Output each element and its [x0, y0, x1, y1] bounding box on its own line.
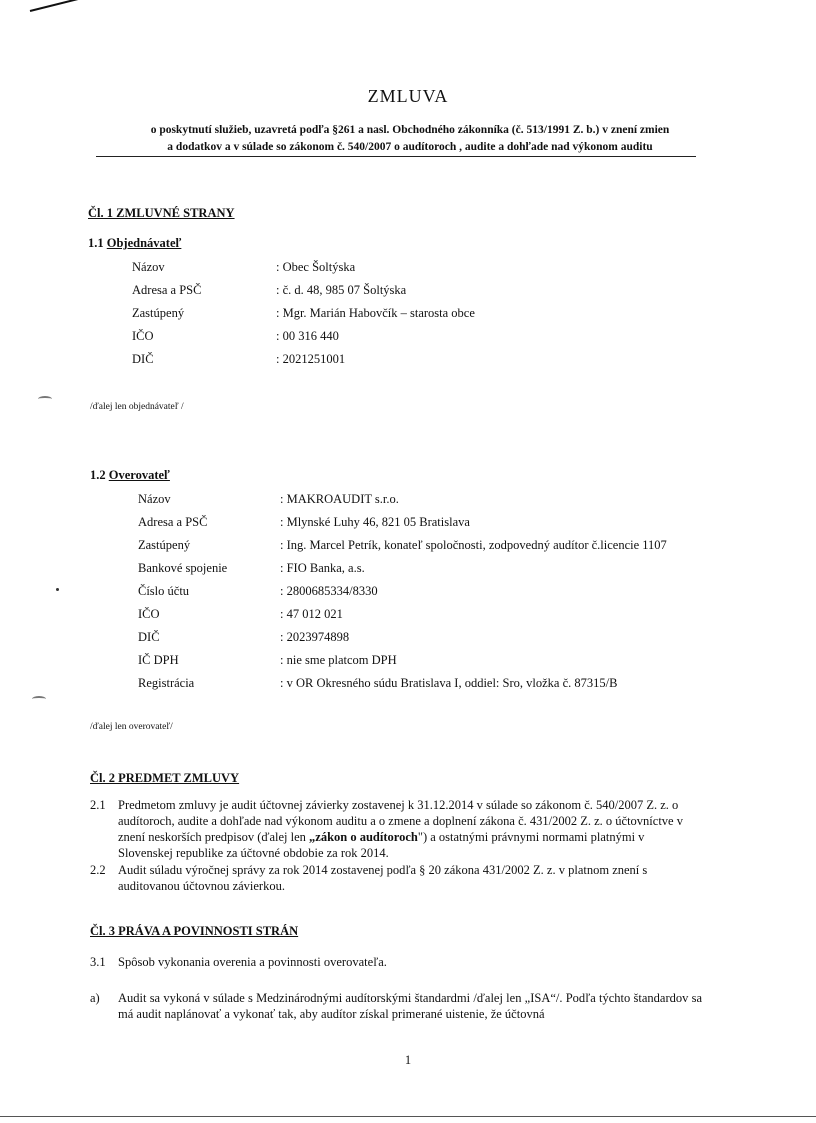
- detail-label: Zastúpený: [138, 538, 191, 552]
- detail-value: : Obec Šoltýska: [276, 260, 356, 274]
- detail-label: DIČ: [132, 352, 154, 366]
- section-2-paragraph: [90, 797, 700, 861]
- detail-label: Registrácia: [138, 676, 195, 690]
- detail-label: Bankové spojenie: [138, 561, 228, 575]
- subsection-number: 1.2: [90, 468, 106, 482]
- detail-value: : Mgr. Marián Habovčík – starosta obce: [276, 306, 475, 320]
- page-number: 1: [404, 1053, 412, 1067]
- section-2-paragraph: [90, 862, 700, 894]
- detail-value: : 2023974898: [280, 630, 350, 644]
- paragraph-text: Audit sa vykoná v súlade s Medzinárodnými audítorskými štandardmi /ďalej len „ISA“/. Podľa týchto štandardov sa má audit naplánovať a vykonať tak, aby audítor získal primerané uistenie, že účtovná: [118, 991, 702, 1021]
- detail-value: : nie sme platcom DPH: [280, 653, 397, 667]
- detail-value: : 2021251001: [276, 352, 346, 366]
- detail-value: : FIO Banka, a.s.: [280, 561, 365, 575]
- orderer-note: /ďalej len objednávateľ /: [90, 402, 184, 412]
- bold-term: „zákon o audítoroch: [309, 830, 418, 844]
- verifier-note: /ďalej len overovateľ/: [90, 722, 173, 732]
- subtitle-line-1: o poskytnutí služieb, uzavretá podľa §261 a nasl. Obchodného zákonníka (č. 513/1991 Z. b.) v znení zmien: [150, 124, 670, 136]
- detail-value: : 2800685334/8330: [280, 584, 378, 598]
- paragraph-number: a): [90, 991, 100, 1005]
- paragraph-text: Spôsob vykonania overenia a povinnosti overovateľa.: [118, 955, 387, 969]
- section-3-heading: Čl. 3 PRÁVA A POVINNOSTI STRÁN: [90, 924, 299, 938]
- detail-label: Adresa a PSČ: [132, 283, 202, 297]
- detail-value: : 00 316 440: [276, 329, 339, 343]
- detail-label: DIČ: [138, 630, 160, 644]
- section-2-heading: Čl. 2 PREDMET ZMLUVY: [90, 771, 240, 785]
- paragraph-text: Audit súladu výročnej správy za rok 2014 zostavenej podľa § 20 zákona 431/2002 Z. z. v platnom znení s auditovanou účtovnou závierkou.: [118, 863, 648, 893]
- detail-value: : 47 012 021: [280, 607, 343, 621]
- subsection-title: Objednávateľ: [106, 236, 182, 250]
- pen-mark: [30, 0, 96, 12]
- detail-label: Zastúpený: [132, 306, 185, 320]
- detail-label: IČ DPH: [138, 653, 179, 667]
- subsection-number: 1.1: [88, 236, 104, 250]
- document-title: ZMLUVA: [367, 86, 449, 106]
- paragraph-number: 3.1: [90, 955, 106, 969]
- paragraph-number: 2.1: [90, 798, 106, 812]
- punch-hole-mark: [32, 696, 46, 702]
- detail-label: IČO: [138, 607, 160, 621]
- detail-label: IČO: [132, 329, 154, 343]
- detail-label: Adresa a PSČ: [138, 515, 208, 529]
- detail-label: Číslo účtu: [138, 584, 190, 598]
- detail-value: : MAKROAUDIT s.r.o.: [280, 492, 399, 506]
- subsection-1-1-heading: [88, 236, 181, 251]
- scan-dot: [56, 588, 59, 591]
- section-1-heading: Čl. 1 ZMLUVNÉ STRANY: [88, 206, 235, 220]
- scan-edge-line: [0, 1116, 816, 1117]
- detail-label: Názov: [138, 492, 171, 506]
- subsection-title: Overovateľ: [108, 468, 170, 482]
- section-3-paragraph: [90, 954, 700, 970]
- section-3-paragraph: [90, 990, 702, 1022]
- subsection-1-2-heading: [90, 468, 170, 483]
- detail-value: : Mlynské Luhy 46, 821 05 Bratislava: [280, 515, 470, 529]
- detail-value: : v OR Okresného súdu Bratislava I, oddiel: Sro, vložka č. 87315/B: [280, 676, 618, 690]
- paragraph-number: 2.2: [90, 863, 106, 877]
- detail-value: : Ing. Marcel Petrík, konateľ spoločnosti, zodpovedný audítor č.licencie 1107: [280, 538, 667, 552]
- document-subtitle: [70, 122, 750, 156]
- detail-label: Názov: [132, 260, 165, 274]
- punch-hole-mark: [38, 396, 52, 402]
- subtitle-underline: [96, 156, 696, 157]
- subtitle-line-2: a dodatkov a v súlade so zákonom č. 540/2007 o audítoroch , audite a dohľade nad výkonom auditu: [167, 141, 653, 153]
- paragraph-text: Predmetom zmluvy je audit účtovnej závierky zostavenej k 31.12.2014 v súlade so zákonom č. 540/2007 Z. z. o audítoroch, audite a dohľade nad výkonom auditu a o zmene a doplnení zákona č. 431/2002 Z. z. o účtovníctve v znení neskorších predpisov (ďalej len „zákon o audítoroch") a ostatnými právnymi normami platnými v Slovenskej republike za účtovné obdobie za rok 2014.: [118, 798, 683, 860]
- detail-value: : č. d. 48, 985 07 Šoltýska: [276, 283, 407, 297]
